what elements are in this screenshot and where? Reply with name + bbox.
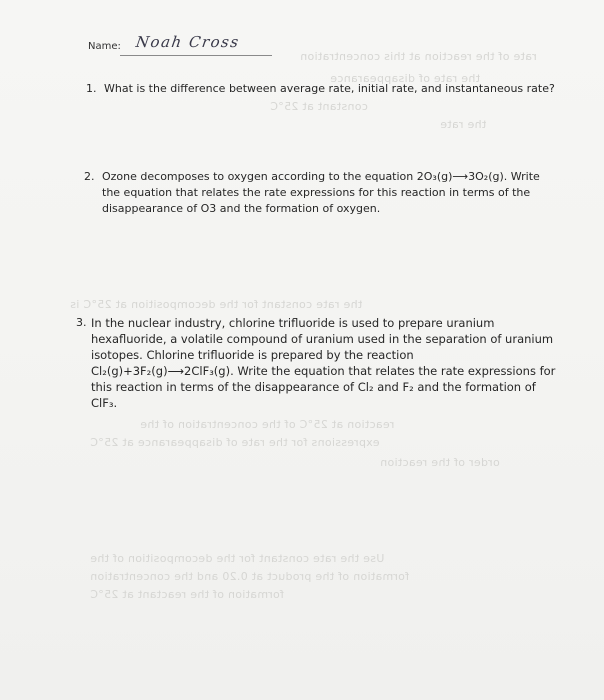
name-label: Name:	[88, 41, 121, 52]
question-line: the equation that relates the rate expressions for this reaction in terms of the	[102, 186, 531, 199]
bleed-through-text: the rate constant for the decomposition at 25°C is	[70, 298, 363, 311]
question-number: 1.	[86, 82, 97, 95]
question-line: In the nuclear industry, chlorine trifluoride is used to prepare uranium	[91, 316, 495, 330]
question-line: disappearance of O3 and the formation of oxygen.	[102, 202, 381, 215]
bleed-through-text: formation of the reactant at 25°C	[90, 588, 284, 601]
question-line: Ozone decomposes to oxygen according to the equation 2O₃(g)⟶3O₂(g). Write	[102, 170, 540, 183]
question-line: this reaction in terms of the disappearance of Cl₂ and F₂ and the formation of	[91, 380, 536, 394]
bleed-through-text: Use the rate constant for the decomposition of the	[90, 552, 385, 565]
bleed-through-text: expressions for the rate of disappearance at 25°C	[90, 436, 380, 449]
bleed-through-text: the rate of disappearance	[330, 72, 481, 85]
handwritten-name: Noah Cross	[134, 33, 241, 51]
bleed-through-text: constant at 25°C	[270, 100, 368, 113]
question-line: Cl₂(g)+3F₂(g)⟶2ClF₃(g). Write the equation that relates the rate expressions for	[91, 364, 556, 378]
question-line: isotopes. Chlorine trifluoride is prepared by the reaction	[91, 348, 414, 362]
question-line: ClF₃.	[91, 396, 118, 410]
question-text	[91, 315, 581, 411]
question-line: hexafluoride, a volatile compound of uranium used in the separation of uranium	[91, 332, 554, 346]
bleed-through-text: the rate	[440, 118, 487, 131]
bleed-through-text: rate of the reaction at this concentration	[300, 50, 537, 63]
bleed-through-text: order of the reaction	[380, 456, 500, 469]
question-number: 2.	[84, 170, 95, 183]
bleed-through-text: reaction at 25°C of the concentration of the	[140, 418, 395, 431]
name-underline	[120, 55, 272, 56]
question-text: What is the difference between average rate, initial rate, and instantaneous rate?	[104, 82, 555, 95]
question-number: 3.	[76, 316, 87, 329]
name-field[interactable]	[88, 33, 274, 57]
bleed-through-text: formation of the product at 0.20 and the concentration	[90, 570, 410, 583]
question-text	[102, 169, 562, 217]
